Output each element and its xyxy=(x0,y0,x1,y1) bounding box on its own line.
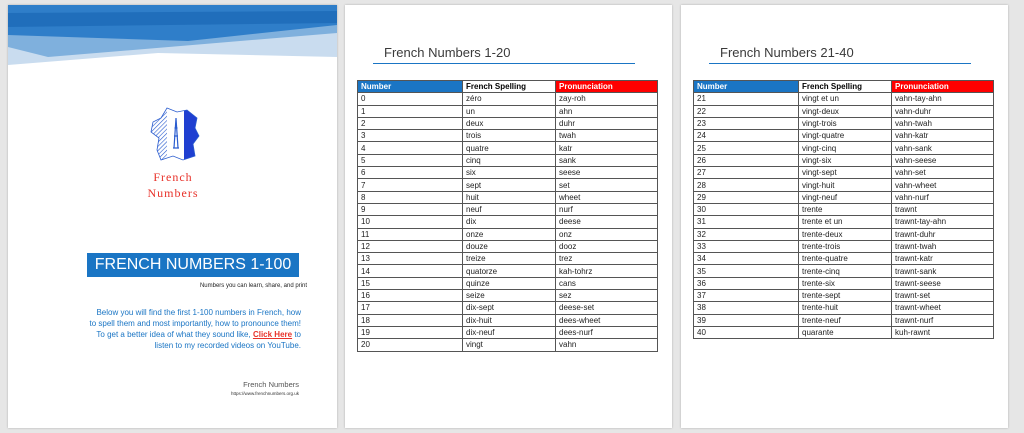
table-row xyxy=(694,203,994,215)
cell-pronunciation: set xyxy=(556,179,658,191)
table-row xyxy=(694,105,994,117)
cell-french-spelling: dix-neuf xyxy=(463,326,556,338)
cell-french-spelling: trois xyxy=(463,130,556,142)
cell-french-spelling: trente-deux xyxy=(799,228,892,240)
cell-number: 8 xyxy=(358,191,463,203)
cell-french-spelling: onze xyxy=(463,228,556,240)
table-body xyxy=(694,93,994,339)
table-row xyxy=(358,290,658,302)
numbers-page-1-20 xyxy=(345,5,672,428)
cell-french-spelling: vingt-deux xyxy=(799,105,892,117)
table-row xyxy=(358,203,658,215)
cell-number: 34 xyxy=(694,253,799,265)
cell-pronunciation: vahn-sank xyxy=(892,142,994,154)
cell-number: 9 xyxy=(358,203,463,215)
table-row xyxy=(358,240,658,252)
table-row xyxy=(358,93,658,105)
table-row xyxy=(694,142,994,154)
cell-pronunciation: trawnt-sank xyxy=(892,265,994,277)
cell-french-spelling: quatre xyxy=(463,142,556,154)
header-french-spelling: French Spelling xyxy=(463,81,556,93)
cell-pronunciation: sank xyxy=(556,154,658,166)
intro-text-after: to listen to my recorded videos on YouTube. xyxy=(154,330,301,350)
cell-french-spelling: trente-trois xyxy=(799,240,892,252)
cell-number: 0 xyxy=(358,93,463,105)
table-row xyxy=(358,216,658,228)
table-row xyxy=(694,277,994,289)
table-header-row xyxy=(694,81,994,93)
cell-number: 2 xyxy=(358,117,463,129)
table-body xyxy=(358,93,658,351)
cell-pronunciation: nurf xyxy=(556,203,658,215)
cell-number: 7 xyxy=(358,179,463,191)
cover-title: FRENCH NUMBERS 1-100 xyxy=(87,253,299,277)
header-pronunciation: Pronunciation xyxy=(892,81,994,93)
cell-pronunciation: trez xyxy=(556,253,658,265)
header-banner-graphic xyxy=(8,5,337,65)
cell-number: 11 xyxy=(358,228,463,240)
table-header-row xyxy=(358,81,658,93)
cell-number: 1 xyxy=(358,105,463,117)
numbers-table xyxy=(357,80,658,352)
cell-number: 28 xyxy=(694,179,799,191)
cell-pronunciation: duhr xyxy=(556,117,658,129)
cell-french-spelling: trente-neuf xyxy=(799,314,892,326)
cell-french-spelling: vingt xyxy=(463,339,556,351)
cell-pronunciation: onz xyxy=(556,228,658,240)
cell-french-spelling: dix xyxy=(463,216,556,228)
cell-french-spelling: vingt-huit xyxy=(799,179,892,191)
cell-french-spelling: trente-huit xyxy=(799,302,892,314)
table-row xyxy=(694,154,994,166)
cell-pronunciation: trawnt-duhr xyxy=(892,228,994,240)
cell-pronunciation: trawnt-twah xyxy=(892,240,994,252)
cell-pronunciation: vahn-tay-ahn xyxy=(892,93,994,105)
section-underline xyxy=(373,63,635,64)
cell-number: 26 xyxy=(694,154,799,166)
cell-pronunciation: twah xyxy=(556,130,658,142)
logo-text-numbers: Numbers xyxy=(147,186,199,200)
cell-french-spelling: dix-sept xyxy=(463,302,556,314)
cell-french-spelling: douze xyxy=(463,240,556,252)
cell-number: 15 xyxy=(358,277,463,289)
cell-pronunciation: vahn-duhr xyxy=(892,105,994,117)
cell-number: 25 xyxy=(694,142,799,154)
cell-french-spelling: six xyxy=(463,167,556,179)
france-map-logo xyxy=(147,106,203,162)
cell-french-spelling: dix-huit xyxy=(463,314,556,326)
cell-french-spelling: trente-quatre xyxy=(799,253,892,265)
table-row xyxy=(358,130,658,142)
table-row xyxy=(358,142,658,154)
numbers-table xyxy=(693,80,994,339)
cell-number: 30 xyxy=(694,203,799,215)
cell-french-spelling: sept xyxy=(463,179,556,191)
table-row xyxy=(358,105,658,117)
cell-number: 19 xyxy=(358,326,463,338)
cell-pronunciation: kah-tohrz xyxy=(556,265,658,277)
table-row xyxy=(694,240,994,252)
cell-number: 33 xyxy=(694,240,799,252)
table-row xyxy=(358,117,658,129)
cell-pronunciation: trawnt-set xyxy=(892,290,994,302)
table-row xyxy=(358,179,658,191)
click-here-link[interactable]: Click Here xyxy=(252,330,293,339)
cell-pronunciation: dees-nurf xyxy=(556,326,658,338)
cell-number: 10 xyxy=(358,216,463,228)
cell-french-spelling: huit xyxy=(463,191,556,203)
cell-pronunciation: vahn-wheet xyxy=(892,179,994,191)
table-row xyxy=(694,167,994,179)
cell-pronunciation: trawnt xyxy=(892,203,994,215)
cell-french-spelling: cinq xyxy=(463,154,556,166)
cell-pronunciation: deese xyxy=(556,216,658,228)
cell-number: 29 xyxy=(694,191,799,203)
cell-pronunciation: kuh-rawnt xyxy=(892,326,994,338)
intro-text-before: Below you will find the first 1-100 numbers in French, how to spell them and most importantly, how to pronounce them! To get a better idea of what they sound like, xyxy=(89,308,301,339)
cell-number: 20 xyxy=(358,339,463,351)
cell-french-spelling: vingt-quatre xyxy=(799,130,892,142)
cell-french-spelling: vingt et un xyxy=(799,93,892,105)
table-row xyxy=(358,326,658,338)
cell-french-spelling: trente-sept xyxy=(799,290,892,302)
table-row xyxy=(694,326,994,338)
table-row xyxy=(358,265,658,277)
cell-number: 37 xyxy=(694,290,799,302)
cell-number: 39 xyxy=(694,314,799,326)
cell-pronunciation: wheet xyxy=(556,191,658,203)
table-row xyxy=(694,93,994,105)
cell-pronunciation: trawnt-nurf xyxy=(892,314,994,326)
cell-number: 5 xyxy=(358,154,463,166)
table-row xyxy=(694,130,994,142)
cell-pronunciation: dooz xyxy=(556,240,658,252)
header-number: Number xyxy=(358,81,463,93)
section-title: French Numbers 1-20 xyxy=(384,45,511,60)
header-pronunciation: Pronunciation xyxy=(556,81,658,93)
cell-number: 24 xyxy=(694,130,799,142)
table-row xyxy=(358,228,658,240)
logo-text-french: French xyxy=(153,170,193,184)
cell-pronunciation: deese-set xyxy=(556,302,658,314)
cell-number: 27 xyxy=(694,167,799,179)
cell-french-spelling: zéro xyxy=(463,93,556,105)
cell-number: 32 xyxy=(694,228,799,240)
cell-pronunciation: seese xyxy=(556,167,658,179)
cell-french-spelling: trente xyxy=(799,203,892,215)
cell-number: 13 xyxy=(358,253,463,265)
cell-number: 35 xyxy=(694,265,799,277)
numbers-page-21-40 xyxy=(681,5,1008,428)
table-row xyxy=(358,253,658,265)
cell-pronunciation: trawnt-seese xyxy=(892,277,994,289)
cell-pronunciation: dees-wheet xyxy=(556,314,658,326)
table-row xyxy=(694,179,994,191)
cell-number: 40 xyxy=(694,326,799,338)
cell-pronunciation: cans xyxy=(556,277,658,289)
cell-number: 23 xyxy=(694,117,799,129)
cell-french-spelling: trente-six xyxy=(799,277,892,289)
table-row xyxy=(358,154,658,166)
cell-french-spelling: vingt-neuf xyxy=(799,191,892,203)
cell-number: 16 xyxy=(358,290,463,302)
table-row xyxy=(694,253,994,265)
cell-french-spelling: quinze xyxy=(463,277,556,289)
cell-pronunciation: trawnt-wheet xyxy=(892,302,994,314)
table-row xyxy=(694,290,994,302)
cell-pronunciation: katr xyxy=(556,142,658,154)
cell-number: 36 xyxy=(694,277,799,289)
table-row xyxy=(358,314,658,326)
table-row xyxy=(694,191,994,203)
table-row xyxy=(694,216,994,228)
cover-page xyxy=(8,5,337,428)
table-row xyxy=(694,117,994,129)
cell-number: 4 xyxy=(358,142,463,154)
cell-french-spelling: treize xyxy=(463,253,556,265)
cell-number: 31 xyxy=(694,216,799,228)
cell-pronunciation: zay-roh xyxy=(556,93,658,105)
cell-pronunciation: trawnt-katr xyxy=(892,253,994,265)
intro-paragraph xyxy=(88,307,301,351)
footer-site-name: French Numbers xyxy=(243,380,299,389)
cell-french-spelling: quatorze xyxy=(463,265,556,277)
table-row xyxy=(694,265,994,277)
cell-pronunciation: vahn-twah xyxy=(892,117,994,129)
cell-pronunciation: trawnt-tay-ahn xyxy=(892,216,994,228)
cell-french-spelling: vingt-sept xyxy=(799,167,892,179)
table-row xyxy=(358,302,658,314)
table-row xyxy=(694,314,994,326)
cell-number: 17 xyxy=(358,302,463,314)
cell-number: 22 xyxy=(694,105,799,117)
cell-number: 38 xyxy=(694,302,799,314)
table-row xyxy=(358,339,658,351)
cell-french-spelling: quarante xyxy=(799,326,892,338)
header-number: Number xyxy=(694,81,799,93)
cell-french-spelling: vingt-cinq xyxy=(799,142,892,154)
cell-pronunciation: vahn-set xyxy=(892,167,994,179)
footer-url: https://www.frenchnumbers.org.uk xyxy=(230,391,299,396)
section-underline xyxy=(709,63,971,64)
cell-number: 14 xyxy=(358,265,463,277)
cell-pronunciation: vahn-nurf xyxy=(892,191,994,203)
cell-french-spelling: vingt-trois xyxy=(799,117,892,129)
cell-pronunciation: vahn-seese xyxy=(892,154,994,166)
cell-number: 3 xyxy=(358,130,463,142)
table-row xyxy=(694,302,994,314)
cell-french-spelling: trente-cinq xyxy=(799,265,892,277)
section-title: French Numbers 21-40 xyxy=(720,45,854,60)
table-row xyxy=(694,228,994,240)
cell-pronunciation: vahn xyxy=(556,339,658,351)
cell-number: 6 xyxy=(358,167,463,179)
cell-french-spelling: vingt-six xyxy=(799,154,892,166)
cell-french-spelling: deux xyxy=(463,117,556,129)
table-row xyxy=(358,167,658,179)
cover-subtitle: Numbers you can learn, share, and print xyxy=(199,283,307,289)
cell-french-spelling: trente et un xyxy=(799,216,892,228)
cell-number: 21 xyxy=(694,93,799,105)
cell-french-spelling: seize xyxy=(463,290,556,302)
cell-number: 18 xyxy=(358,314,463,326)
cell-number: 12 xyxy=(358,240,463,252)
cell-pronunciation: vahn-katr xyxy=(892,130,994,142)
table-row xyxy=(358,191,658,203)
cell-pronunciation: sez xyxy=(556,290,658,302)
header-french-spelling: French Spelling xyxy=(799,81,892,93)
cell-french-spelling: neuf xyxy=(463,203,556,215)
cell-french-spelling: un xyxy=(463,105,556,117)
cell-pronunciation: ahn xyxy=(556,105,658,117)
table-row xyxy=(358,277,658,289)
